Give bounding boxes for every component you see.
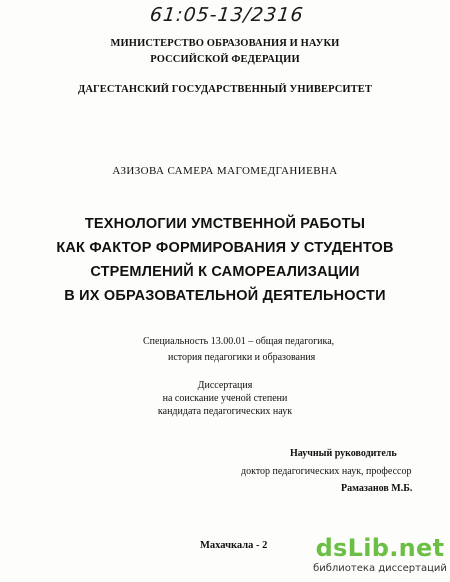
specialty-line-1: Специальность 13.00.01 – общая педагогика, bbox=[143, 336, 335, 347]
dslib-subtitle: библиотека диссертаций bbox=[313, 563, 447, 574]
dissertation-degree-line: на соискание ученой степени bbox=[162, 393, 288, 404]
ministry-line-1: МИНИСТЕРСТВО ОБРАЗОВАНИЯ И НАУКИ bbox=[110, 38, 340, 49]
city-year: Махачкала - 2 bbox=[200, 540, 268, 551]
title-line-4: В ИХ ОБРАЗОВАТЕЛЬНОЙ ДЕЯТЕЛЬНОСТИ bbox=[64, 288, 386, 304]
ministry-line-2: РОССИЙСКОЙ ФЕДЕРАЦИИ bbox=[150, 54, 300, 65]
dslib-logo: dsLib.net bbox=[315, 534, 445, 562]
specialty-line-2: история педагогики и образования bbox=[168, 352, 316, 363]
author-name: АЗИЗОВА САМЕРА МАГОМЕДГАНИЕВНА bbox=[112, 165, 338, 177]
dissertation-label: Диссертация bbox=[197, 380, 253, 391]
title-line-3: СТРЕМЛЕНИЙ К САМОРЕАЛИЗАЦИИ bbox=[90, 264, 360, 280]
dissertation-field-line: кандидата педагогических наук bbox=[157, 406, 293, 417]
supervisor-degree: доктор педагогических наук, профессор bbox=[241, 466, 412, 477]
handwritten-catalog-code: 61:05-13/2316 bbox=[148, 4, 305, 26]
title-line-2: КАК ФАКТОР ФОРМИРОВАНИЯ У СТУДЕНТОВ bbox=[56, 240, 394, 256]
university-name: ДАГЕСТАНСКИЙ ГОСУДАРСТВЕННЫЙ УНИВЕРСИТЕТ bbox=[78, 84, 372, 95]
dslib-watermark bbox=[310, 533, 450, 582]
supervisor-heading: Научный руководитель bbox=[290, 448, 397, 459]
supervisor-name: Рамазанов М.Б. bbox=[341, 483, 413, 494]
title-line-1: ТЕХНОЛОГИИ УМСТВЕННОЙ РАБОТЫ bbox=[84, 216, 366, 232]
